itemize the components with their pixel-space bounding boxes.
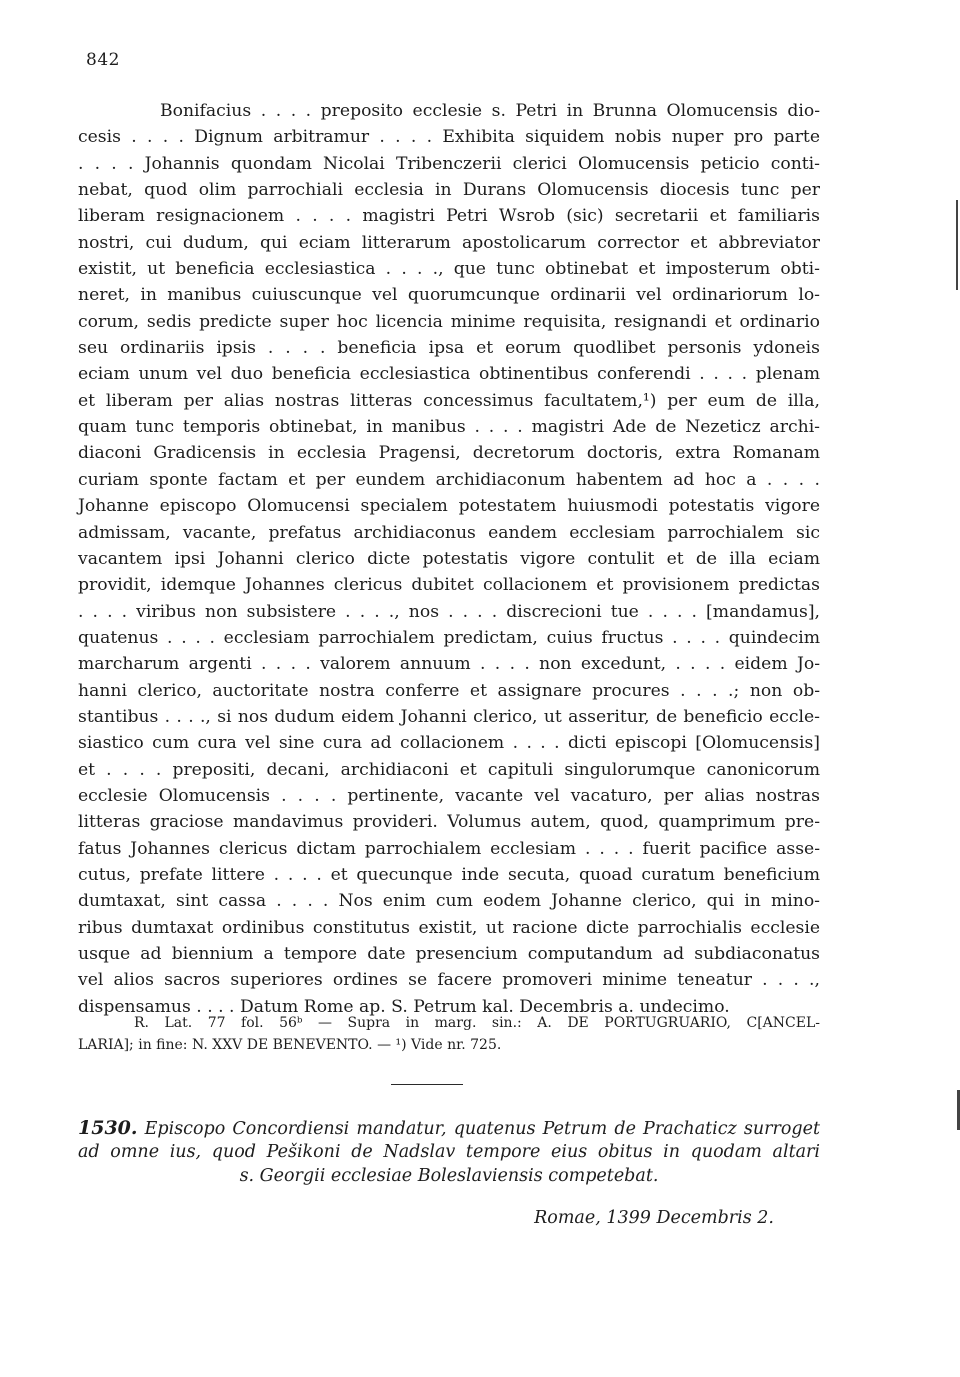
entry-summary-line: s. Georgii ecclesiae Boleslaviensis competebat.: [239, 1166, 659, 1186]
body-line: vacantem ipsi Johanni clerico dicte potestatis vigore contulit et de illa eciam: [78, 548, 820, 569]
body-line: seu ordinariis ipsis . . . . beneficia ipsa et eorum quodlibet personis ydoneis: [78, 338, 820, 359]
body-line: siastico cum cura vel sine cura ad collacionem . . . . dicti episcopi [Olomucensis]: [78, 733, 820, 754]
body-line: nostri, cui dudum, qui eciam litterarum apostolicarum corrector et abbreviator: [78, 232, 820, 253]
body-line: vel alios sacros superiores ordines se facere promoveri minime teneatur . . . .,: [78, 970, 820, 991]
body-line: Bonifacius . . . . preposito ecclesie s. Petri in Brunna Olomucensis dio-: [160, 101, 820, 121]
body-line: liberam resignacionem . . . . magistri Petri Wsrob (sic) secretarii et familiaris: [78, 206, 820, 227]
body-line: dumtaxat, sint cassa . . . . Nos enim cum eodem Johanne clerico, qui in mino-: [78, 891, 820, 912]
footnote-line: R. Lat. 77 fol. 56ᵇ — Supra in marg. sin.: A. DE PORTUGRUARIO, C[ANCEL-: [134, 1015, 820, 1031]
body-line: neret, in manibus cuiuscunque vel quorumcunque ordinarii vel ordinariorum lo-: [78, 285, 820, 306]
body-line: litteras graciose mandavimus provideri. Volumus autem, quod, quamprimum pre-: [78, 812, 820, 833]
body-line: cesis . . . . Dignum arbitramur . . . . Exhibita siquidem nobis nuper pro parte: [78, 127, 820, 148]
body-line: . . . . viribus non subsistere . . . ., nos . . . . discrecioni tue . . . . [mandamus],: [78, 601, 820, 622]
body-line: ecclesie Olomucensis . . . . pertinente, vacante vel vacaturo, per alias nostras: [78, 785, 820, 806]
document-body: [78, 98, 820, 1020]
body-line: nebat, quod olim parrochiali ecclesia in Durans Olomucensis diocesis tunc per: [78, 180, 820, 201]
entry-dateline: Romae, 1399 Decembris 2.: [534, 1208, 774, 1228]
body-line: existit, ut beneficia ecclesiastica . . . ., que tunc obtinebat et imposterum obti-: [78, 259, 820, 280]
source-footnote: [78, 1012, 820, 1056]
body-line: quatenus . . . . ecclesiam parrochialem predictam, cuius fructus . . . . quindecim: [78, 627, 820, 648]
body-line: usque ad biennium a tempore date presencium computandum ad subdiaconatus: [78, 944, 820, 964]
scan-edge-mark: [956, 200, 958, 290]
body-line: eciam unum vel duo beneficia ecclesiastica obtinentibus conferendi . . . . plenam: [78, 364, 820, 385]
body-line: Johanne episcopo Olomucensi specialem potestatem huiusmodi potestatis vigore: [78, 496, 820, 517]
entry-summary-text: Episcopo Concordiensi mandatur, quatenus Petrum de Prachaticz surroget: [144, 1119, 820, 1139]
body-line: . . . . Johannis quondam Nicolai Tribenczerii clerici Olomucensis peticio conti-: [78, 153, 820, 174]
body-line: et liberam per alias nostras litteras concessimus facultatem,¹) per eum de illa,: [78, 390, 820, 411]
entry-summary-line: ad omne ius, quod Pešikoni de Nadslav tempore eius obitus in quodam altari: [78, 1142, 820, 1162]
entry-number: 1530.: [78, 1117, 138, 1139]
body-line: hanni clerico, auctoritate nostra conferre et assignare procures . . . .; non ob-: [78, 680, 820, 701]
body-line: marcharum argenti . . . . valorem annuum . . . . non excedunt, . . . . eidem Jo-: [78, 654, 820, 675]
body-line: dispensamus . . . . Datum Rome ap. S. Petrum kal. Decembris a. undecimo.: [78, 996, 730, 1017]
body-line: corum, sedis predicte super hoc licencia minime requisita, resignandi et ordinario: [78, 311, 820, 332]
body-line: et . . . . prepositi, decani, archidiaconi et capituli singulorumque canonicorum: [78, 759, 820, 780]
body-line: stantibus . . . ., si nos dudum eidem Johanni clerico, ut asseritur, de beneficio eccle-: [78, 706, 820, 727]
footnote-line: LARIA]; in fine: N. XXV DE BENEVENTO. — ¹) Vide nr. 725.: [78, 1037, 502, 1053]
body-line: diaconi Gradicensis in ecclesia Pragensi, decretorum doctoris, extra Romanam: [78, 443, 820, 464]
body-line: fatus Johannes clericus dictam parrochialem ecclesiam . . . . fuerit pacifice asse-: [78, 838, 820, 859]
body-line: cutus, prefate littere . . . . et quecunque inde secuta, quoad curatum beneficium: [78, 864, 820, 885]
body-line: ribus dumtaxat ordinibus constitutus existit, ut racione dicte parrochialis ecclesie: [78, 917, 820, 938]
entry-summary-line: [78, 1116, 820, 1140]
body-line: curiam sponte factam et per eundem archidiaconum habentem ad hoc a . . . .: [78, 469, 820, 490]
body-line: quam tunc temporis obtinebat, in manibus . . . . magistri Ade de Nezeticz archi-: [78, 417, 820, 438]
page-number: 842: [86, 50, 120, 70]
section-divider: [391, 1084, 463, 1085]
entry-summary: [78, 1116, 820, 1188]
body-line: providit, idemque Johannes clericus dubitet collacionem et provisionem predictas: [78, 575, 820, 596]
body-line: admissam, vacante, prefatus archidiaconus eandem ecclesiam parrochialem sic: [78, 522, 820, 543]
